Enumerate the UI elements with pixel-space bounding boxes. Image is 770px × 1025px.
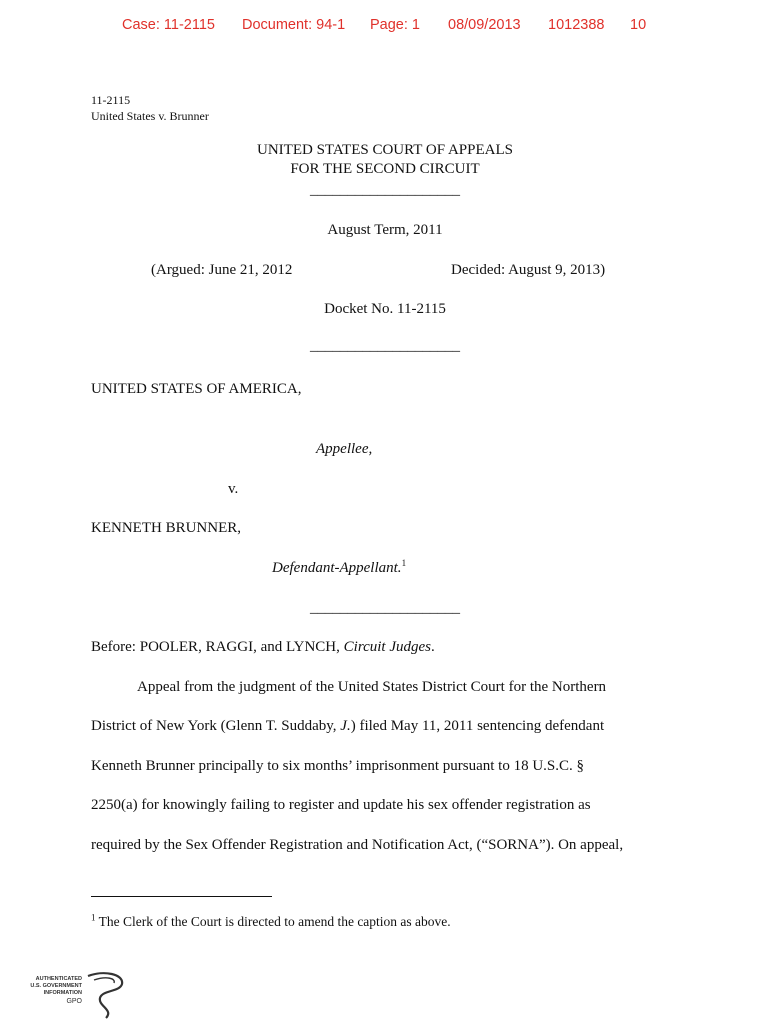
decided-date: Decided: August 9, 2013)	[451, 262, 606, 278]
paragraph-line-3: Kenneth Brunner principally to six months’ imprisonment pursuant to 18 U.S.C. §	[91, 758, 585, 774]
stamp-case: Case: 11-2115	[122, 17, 215, 33]
footnote	[91, 914, 451, 930]
court-name-line2: FOR THE SECOND CIRCUIT	[290, 161, 480, 177]
stamp-document: Document: 94-1	[242, 17, 346, 33]
panel-suffix: .	[431, 639, 435, 655]
docket-number: Docket No. 11-2115	[324, 301, 446, 317]
eagle-swoosh-icon	[88, 973, 122, 1018]
paragraph-line-2	[91, 718, 604, 735]
seal-line-3: INFORMATION	[43, 990, 82, 996]
gpo-seal-graphic	[30, 970, 134, 1020]
seal-line-4: GPO	[66, 998, 82, 1005]
defendant-role-text: Defendant-Appellant.	[272, 560, 402, 576]
court-name-line1: UNITED STATES COURT OF APPEALS	[257, 142, 513, 158]
paragraph-line-2b: ) filed May 11, 2011 sentencing defendant	[350, 718, 605, 734]
judge-abbrev: J.	[340, 718, 351, 734]
seal-line-1: AUTHENTICATED	[35, 976, 82, 982]
separator-3: ____________________	[310, 600, 460, 616]
panel-title: Circuit Judges	[343, 639, 431, 655]
footnote-text: The Clerk of the Court is directed to amend the caption as above.	[98, 914, 451, 929]
footnote-rule	[91, 896, 272, 897]
plaintiff-name: UNITED STATES OF AMERICA,	[91, 381, 302, 397]
paragraph-line-4: 2250(a) for knowingly failing to register and update his sex offender registration as	[91, 797, 591, 813]
stamp-id: 1012388	[548, 17, 605, 33]
caption-case-name: United States v. Brunner	[91, 109, 209, 123]
caption-docket: 11-2115	[91, 93, 131, 107]
footnote-reference: 1	[401, 558, 407, 568]
eagle-wing-icon	[94, 978, 114, 983]
paragraph-line-1: Appeal from the judgment of the United States District Court for the Northern	[137, 679, 607, 695]
defendant-role	[272, 560, 406, 577]
paragraph-line-5: required by the Sex Offender Registration and Notification Act, (“SORNA”). On appeal,	[91, 837, 624, 853]
defendant-name: KENNETH BRUNNER,	[91, 520, 241, 536]
footnote-mark: 1	[91, 912, 96, 923]
stamp-page-count: 10	[630, 17, 647, 33]
ecf-header-stamp	[0, 17, 770, 37]
seal-line-2: U.S. GOVERNMENT	[30, 983, 82, 989]
plaintiff-role: Appellee,	[316, 441, 373, 457]
panel-prefix: Before: POOLER, RAGGI, and LYNCH,	[91, 639, 344, 655]
panel-judges	[91, 639, 435, 656]
stamp-date: 08/09/2013	[448, 17, 521, 33]
term: August Term, 2011	[327, 222, 443, 238]
argued-date: (Argued: June 21, 2012	[151, 262, 293, 278]
stamp-page: Page: 1	[370, 17, 420, 33]
separator-2: ____________________	[310, 338, 460, 354]
gpo-authentication-seal	[30, 970, 134, 1020]
versus: v.	[228, 481, 239, 497]
paragraph-line-2a: District of New York (Glenn T. Suddaby,	[91, 718, 341, 734]
heading-separator: ____________________	[310, 182, 460, 198]
